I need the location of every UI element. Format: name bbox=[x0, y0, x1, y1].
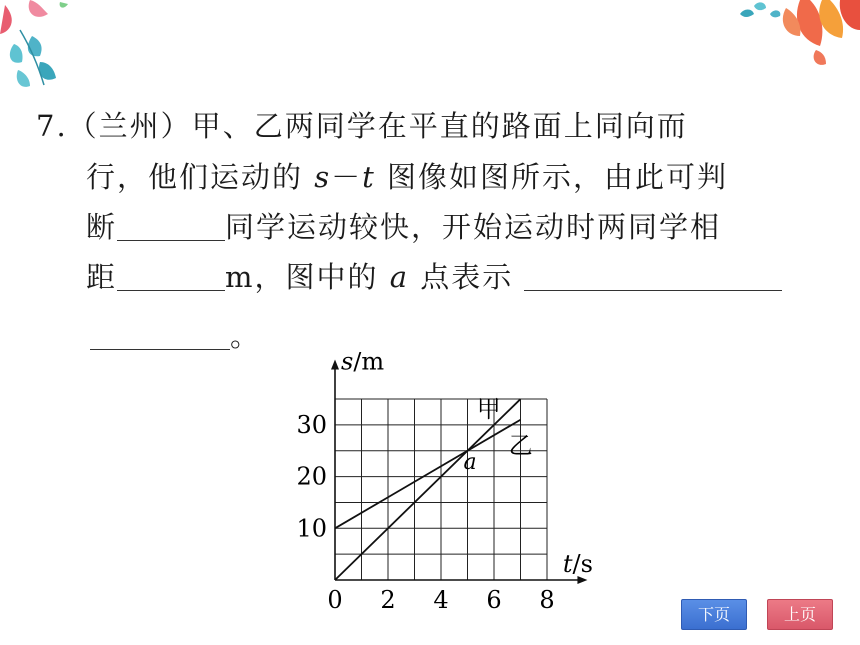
x-tick-label: 2 bbox=[380, 586, 396, 614]
answer-blank-2[interactable] bbox=[117, 262, 225, 291]
question-text-4a: 距 bbox=[86, 260, 118, 294]
dash: － bbox=[331, 160, 363, 194]
x-tick-label: 6 bbox=[486, 586, 502, 614]
question-line-3 bbox=[86, 207, 721, 247]
question-text-3b: 同学运动较快，开始运动时两同学相 bbox=[225, 210, 722, 244]
x-axis-label: t/s bbox=[562, 550, 593, 578]
answer-blank-3b[interactable] bbox=[90, 321, 230, 350]
series-line-1 bbox=[335, 399, 521, 580]
var-s: s bbox=[314, 160, 332, 194]
question-text-2b: 图像如图所示，由此可判 bbox=[387, 160, 729, 194]
question-text-end: 。 bbox=[230, 319, 262, 353]
y-axis-arrow-icon bbox=[331, 359, 339, 369]
x-tick-label: 4 bbox=[433, 586, 449, 614]
s-t-graph bbox=[290, 352, 610, 617]
var-t: t bbox=[362, 160, 376, 194]
y-tick-label: 20 bbox=[296, 462, 327, 491]
question-text-1: 甲、乙两同学在平直的路面上同向而 bbox=[191, 109, 688, 143]
question-line-5 bbox=[90, 316, 261, 356]
question-line-4 bbox=[86, 257, 782, 297]
y-axis-label: s/m bbox=[341, 352, 385, 376]
y-tick-label: 30 bbox=[296, 410, 327, 439]
series-label-jia: 甲 bbox=[476, 395, 501, 424]
question-source: （兰州） bbox=[67, 109, 192, 143]
question-number: 7. bbox=[36, 109, 68, 143]
leaf-decoration-left-icon bbox=[0, 0, 80, 95]
next-page-button[interactable]: 下页 bbox=[681, 599, 747, 630]
prev-page-button[interactable]: 上页 bbox=[767, 599, 833, 630]
x-tick-label: 0 bbox=[327, 586, 343, 614]
question-line-1 bbox=[36, 106, 688, 146]
question-text-4c: 点表示 bbox=[420, 260, 514, 294]
answer-blank-3a[interactable] bbox=[524, 262, 782, 291]
question-text-2a: 行，他们运动的 bbox=[86, 160, 304, 194]
question-line-2 bbox=[86, 157, 728, 197]
y-tick-label: 10 bbox=[296, 514, 327, 543]
var-a: a bbox=[389, 260, 410, 294]
answer-blank-1[interactable] bbox=[117, 212, 225, 241]
point-label-a: a bbox=[463, 449, 477, 475]
x-tick-label: 8 bbox=[539, 586, 555, 614]
question-text-3a: 断 bbox=[86, 210, 118, 244]
leaf-decoration-right-icon bbox=[730, 0, 860, 70]
series-line-2 bbox=[335, 420, 521, 529]
question-text-4b: m，图中的 bbox=[225, 260, 379, 294]
series-label-yi: 乙 bbox=[508, 431, 533, 460]
